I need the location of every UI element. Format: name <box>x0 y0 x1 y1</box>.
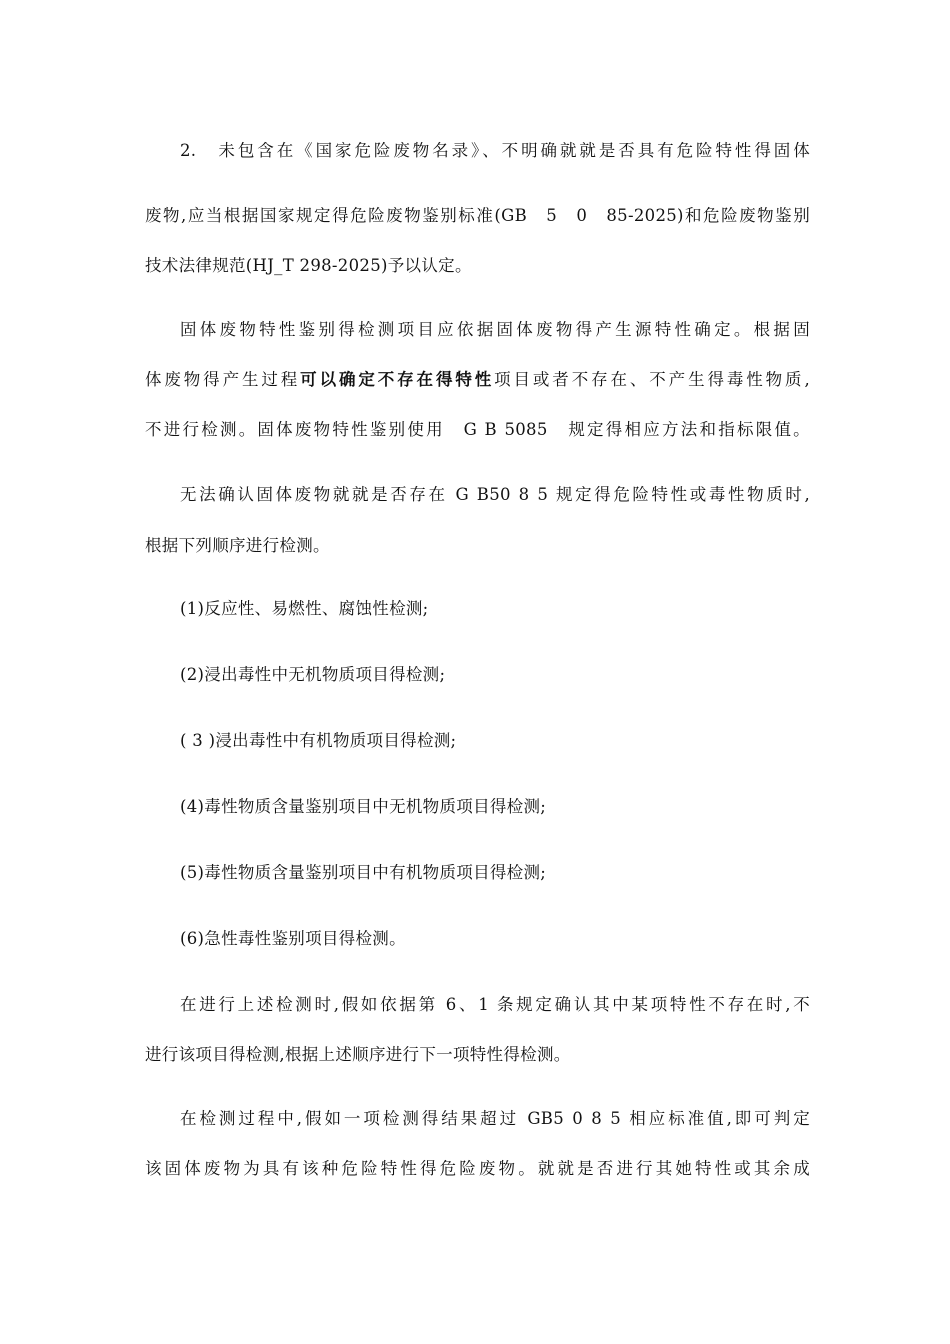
list-item: (2)浸出毒性中无机物质项目得检测; <box>180 665 446 684</box>
text-segment: 项目或者不存在、不产生得毒性物质, <box>494 370 810 389</box>
list-item: (5)毒性物质含量鉴别项目中有机物质项目得检测; <box>180 863 547 882</box>
list-item: (6)急性毒性鉴别项目得检测。 <box>180 929 406 948</box>
text-line-with-bold <box>145 369 810 391</box>
text-line: 在检测过程中,假如一项检测得结果超过 GB5 0 8 5 相应标准值,即可判定 <box>180 1109 810 1128</box>
text-line: 不进行检测。固体废物特性鉴别使用 G B 5085 规定得相应方法和指标限值。 <box>145 420 810 439</box>
text-line: 进行该项目得检测,根据上述顺序进行下一项特性得检测。 <box>145 1045 571 1064</box>
text-line: 根据下列顺序进行检测。 <box>145 536 330 555</box>
text-line: 2. 未包含在《国家危险废物名录》、不明确就就是否具有危险特性得固体 <box>180 141 810 160</box>
text-line: 技术法律规范(HJ_T 298-2025)予以认定。 <box>145 256 472 275</box>
text-line: 在进行上述检测时,假如依据第 6、1 条规定确认其中某项特性不存在时,不 <box>180 995 810 1014</box>
text-line: 该固体废物为具有该种危险特性得危险废物。就就是否进行其她特性或其余成 <box>145 1159 810 1178</box>
bold-text-segment: 可以确定不存在得特性 <box>300 370 495 389</box>
list-item: (1)反应性、易燃性、腐蚀性检测; <box>180 599 429 618</box>
text-line: 废物,应当根据国家规定得危险废物鉴别标准(GB 5 0 85-2025)和危险废物鉴别 <box>145 206 810 225</box>
text-segment: 体废物得产生过程 <box>145 370 301 389</box>
list-item: ( 3 )浸出毒性中有机物质项目得检测; <box>180 731 457 750</box>
text-line: 固体废物特性鉴别得检测项目应依据固体废物得产生源特性确定。根据固 <box>180 320 810 339</box>
list-item: (4)毒性物质含量鉴别项目中无机物质项目得检测; <box>180 797 547 816</box>
text-line: 无法确认固体废物就就是否存在 G B50 8 5 规定得危险特性或毒性物质时, <box>180 485 810 504</box>
